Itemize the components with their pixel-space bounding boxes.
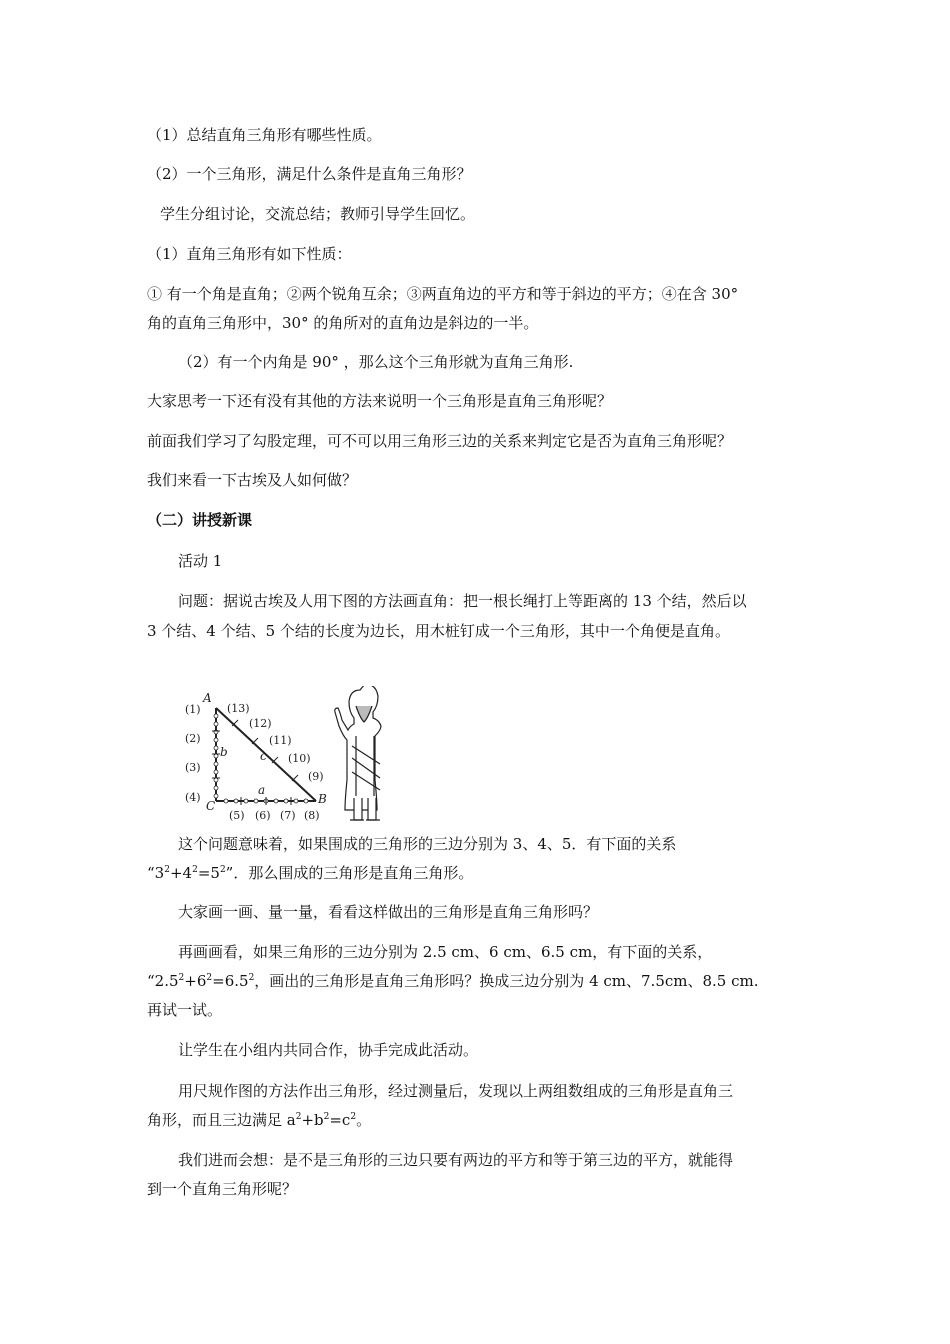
meaning-line-2: “$3^2+4^2=5^2$”．那么围成的三角形是直角三角形。 xyxy=(147,864,474,882)
knot-label: (2) xyxy=(185,732,201,745)
problem-line-2: 3 个结、4 个结、5 个结的长度为边长，用木桩钉成一个三角形，其中一个角便是直角。 xyxy=(147,622,730,640)
question-1: （1）总结直角三角形有哪些性质。 xyxy=(147,126,382,144)
condition-90-degree: （2）有一个内角是 90° ，那么这个三角形就为直角三角形. xyxy=(178,353,574,371)
group-work: 让学生在小组内共同合作，协手完成此活动。 xyxy=(178,1041,479,1059)
knot-label: (6) xyxy=(255,809,271,822)
question-2: （2）一个三角形，满足什么条件是直角三角形？ xyxy=(147,165,472,183)
egyptian-man-illustration xyxy=(335,686,381,820)
knot-label: (5) xyxy=(229,809,245,822)
knot-label: (3) xyxy=(185,761,201,774)
conjecture-line-2: 到一个直角三角形呢？ xyxy=(147,1180,298,1198)
construction-line-1: 用尺规作图的方法作出三角形，经过测量后，发现以上两组数组成的三角形是直角三 xyxy=(178,1082,734,1100)
vertex-c-label: C xyxy=(206,799,216,813)
side-c-label: c xyxy=(260,749,267,763)
properties-heading: （1）直角三角形有如下性质： xyxy=(147,245,352,263)
pythagoras-prompt: 前面我们学习了勾股定理，可不可以用三角形三边的关系来判定它是否为直角三角形呢？ xyxy=(147,432,733,450)
side-b-label: b xyxy=(220,745,228,759)
vertex-b-label: B xyxy=(318,792,327,806)
construction-line-2: 角形，而且三边满足 $a^2+b^2=c^2$。 xyxy=(147,1111,372,1129)
student-discussion: 学生分组讨论，交流总结；教师引导学生回忆。 xyxy=(160,205,476,223)
knot-label: (4) xyxy=(185,791,201,804)
meaning-line-1: 这个问题意味着，如果围成的三角形的三边分别为 3、4、5．有下面的关系 xyxy=(178,835,677,853)
knot-label: (9) xyxy=(308,770,324,783)
egyptian-rope-figure xyxy=(180,686,430,826)
knot-label: (8) xyxy=(304,809,320,822)
vertex-a-label: A xyxy=(203,691,212,705)
conjecture-line-1: 我们进而会想：是不是三角形的三边只要有两边的平方和等于第三边的平方，就能得 xyxy=(178,1151,734,1169)
knot-ticks xyxy=(212,720,298,805)
try-again: 再试一试。 xyxy=(147,1001,223,1019)
knot-label: (1) xyxy=(185,703,201,716)
problem-line-1: 问题：据说古埃及人用下图的方法画直角：把一根长绳打上等距离的 13 个结，然后以 xyxy=(178,592,747,610)
knot-label: (11) xyxy=(269,734,292,747)
think-prompt: 大家思考一下还有没有其他的方法来说明一个三角形是直角三角形呢？ xyxy=(147,392,613,410)
egypt-prompt: 我们来看一下古埃及人如何做？ xyxy=(147,471,358,489)
second-example-line-1: 再画画看，如果三角形的三边分别为 2.5 cm、6 cm、6.5 cm，有下面的关系， xyxy=(178,943,713,961)
activity-title: 活动 1 xyxy=(178,552,223,570)
knot-label: (10) xyxy=(288,752,311,765)
properties-list-line-1: ① 有一个角是直角；②两个锐角互余；③两直角边的平方和等于斜边的平方；④在含 30° xyxy=(147,285,739,303)
knot-label: (7) xyxy=(280,809,296,822)
side-a-label: a xyxy=(258,783,266,797)
knot-label: (13) xyxy=(227,702,250,715)
section-heading: （二）讲授新课 xyxy=(147,511,253,529)
draw-measure-prompt: 大家画一画、量一量，看看这样做出的三角形是直角三角形吗？ xyxy=(178,903,599,921)
knot-label: (12) xyxy=(249,717,272,730)
properties-list-line-2: 角的直角三角形中，30° 的角所对的直角边是斜边的一半。 xyxy=(147,314,539,332)
second-example-line-2: “$2.5^2+6^2=6.5^2$，画出的三角形是直角三角形吗？换成三边分别为 4 cm、7.5cm、8.5 cm. xyxy=(147,972,759,990)
